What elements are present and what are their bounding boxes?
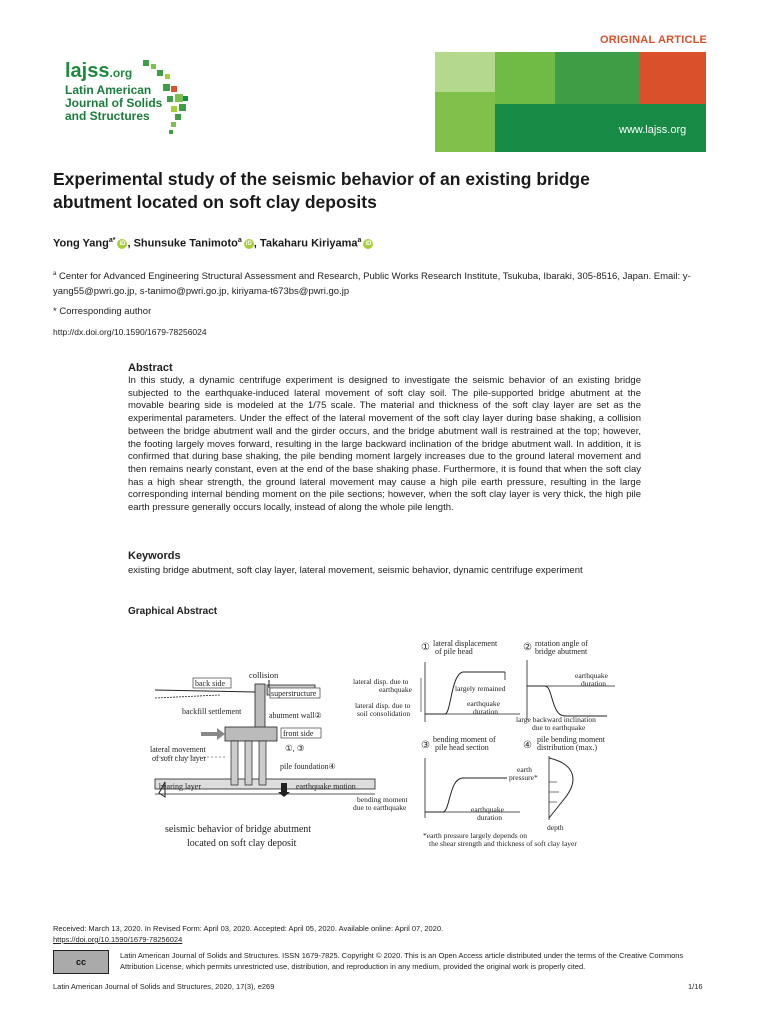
abutment-diagram (150, 670, 375, 849)
svg-text:earthquake: earthquake (379, 685, 412, 694)
svg-text:②: ② (523, 642, 532, 653)
author-list: Yong Yang$^{a*}$ iD , Shunsuke Tanimoto$^a$ iD , Takaharu Kiriyama$^a$ iD (53, 237, 372, 250)
label-collision: collision (249, 670, 279, 680)
website-link[interactable]: www.lajss.org (619, 124, 687, 136)
footer-citation: Latin American Journal of Solids and Structures, 2020, 17(3), e269 (53, 982, 275, 991)
graphical-abstract-figure (145, 632, 625, 854)
svg-text:③: ③ (421, 740, 430, 751)
abstract-text: In this study, a dynamic centrifuge experiment is designed to investigate the seismic behavior of an existing bridge subjected to the earthquake-induced lateral movement of soft clay soil. The pile-supported bridge abutment at the movable bearing side is modeled at the 1/75 scale. The material and thickness of the soft clay layer are set as the experimental parameters. Under the effect of the lateral movement of the soft clay layer during base shaking, a collision between the bridge abutment wall and the girder occurs, and the bridge abutment wall is restrained at the top; however, the footing largely moves forward, resulting in the large backward inclination of the bridge abutment wall. In addition, it is confirmed that during base shaking, the pile bending moment largely increases due to the ground lateral movement and then remains nearly constant, even at the end of the base shaking phase. Furthermore, it is found that when the soft clay has a high shear strength, the ground lateral movement may cause a high pile earth pressure, resulting in the large corresponding internal bending moment on the pile sections; however, when the soft clay layer is very thick, the high pile earth pressure generally occurs locally, instead of along the whole pile length. (128, 375, 641, 514)
panel-2-rotation-angle (516, 639, 615, 732)
abstract-heading: Abstract (128, 362, 173, 374)
journal-logo[interactable]: lajss.org Latin American Journal of Solids and Structures (65, 60, 163, 123)
label-abutment-wall: abutment wall② (269, 711, 322, 720)
author-name: Takaharu Kiriyama (259, 237, 358, 250)
label-front-side: front side (283, 729, 314, 738)
panel-1-lateral-displacement (353, 639, 520, 722)
label-lateral-movement: lateral movement (150, 745, 206, 754)
figure-caption-line1: seismic behavior of bridge abutment (165, 824, 312, 835)
svg-text:earth: earth (517, 765, 532, 774)
affiliation: $^a$ Center for Advanced Engineering Structural Assessment and Research, Public Works Research Institute, Tsukuba, Ibaraki, 305-8516, Japan. Email: y-yang55@pwri.go.jp, s-tanimo@pwri.go.jp, kiriyama-t673bs@pwri.go.jp (53, 271, 691, 298)
cc-by-license-icon[interactable]: cc (53, 950, 109, 974)
page-number: 1/16 (688, 982, 703, 991)
figure-caption-line2: located on soft clay deposit (187, 838, 297, 849)
label-earthquake-motion: earthquake motion (296, 782, 356, 791)
graphical-abstract-heading: Graphical Abstract (128, 606, 218, 617)
figure-footnote: *earth pressure largely depends on (423, 831, 527, 840)
svg-text:soil consolidation: soil consolidation (357, 709, 411, 718)
label-bearing-layer: bearing layer (159, 782, 201, 791)
doi-footer-link[interactable]: https://doi.org/10.1590/1679-78256024 (53, 935, 183, 944)
svg-text:due to earthquake: due to earthquake (532, 723, 586, 732)
svg-text:lateral disp. due to: lateral disp. due to (355, 701, 411, 710)
label-soft-clay: of soft clay layer (152, 754, 206, 763)
orcid-icon[interactable]: iD (119, 240, 126, 247)
svg-text:lateral disp. due to: lateral disp. due to (353, 677, 409, 686)
svg-text:pressure*: pressure* (509, 773, 538, 782)
svg-text:duration: duration (581, 679, 606, 688)
received-dates: Received: March 13, 2020. In Revised Form: April 03, 2020. Accepted: April 05, 2020. Available online: April 07, 2020. (53, 924, 444, 933)
svg-text:①: ① (421, 642, 430, 653)
svg-text:pile head section: pile head section (435, 743, 489, 752)
svg-text:earthquake: earthquake (575, 671, 608, 680)
label-one-three: ①, ③ (285, 743, 305, 753)
label-back-side: back side (195, 679, 225, 688)
latin-america-map-icon (135, 56, 205, 146)
doi-link[interactable]: http://dx.doi.org/10.1590/1679-78256024 (53, 327, 207, 337)
svg-text:large backward inclination: large backward inclination (516, 715, 596, 724)
panel-4-pile-moment-distribution (509, 735, 606, 832)
svg-text:rotation angle of: rotation angle of (535, 639, 588, 648)
svg-text:depth: depth (547, 823, 564, 832)
svg-text:of pile head: of pile head (435, 647, 473, 656)
article-type-label: ORIGINAL ARTICLE (600, 34, 708, 46)
label-pile-foundation: pile foundation④ (280, 762, 336, 771)
author-name: Yong Yang (53, 237, 109, 250)
svg-text:earthquake: earthquake (471, 805, 504, 814)
svg-text:bending moment: bending moment (357, 795, 408, 804)
paper-title: Experimental study of the seismic behavior of an existing bridge abutment located on soft clay deposits (53, 169, 590, 212)
label-backfill-settlement: backfill settlement (182, 707, 242, 716)
svg-text:distribution (max.): distribution (max.) (537, 743, 597, 752)
panel-3-bending-moment (353, 735, 520, 822)
keywords-heading: Keywords (128, 550, 181, 562)
orcid-icon[interactable]: iD (245, 240, 252, 247)
svg-text:largely remained: largely remained (455, 684, 506, 693)
svg-text:④: ④ (523, 740, 532, 751)
label-superstructure: superstructure (271, 689, 317, 698)
svg-text:duration: duration (473, 707, 498, 716)
author-name: Shunsuke Tanimoto (133, 237, 238, 250)
corresponding-author-note: * Corresponding author (53, 306, 152, 317)
svg-text:bending moment of: bending moment of (433, 735, 496, 744)
keywords-text: existing bridge abutment, soft clay layer, lateral movement, seismic behavior, dynamic centrifuge experiment (128, 565, 583, 576)
svg-text:bridge abutment: bridge abutment (535, 647, 588, 656)
orcid-icon[interactable]: iD (365, 240, 372, 247)
journal-banner (53, 52, 706, 152)
svg-text:due to earthquake: due to earthquake (353, 803, 407, 812)
figure-footnote: the shear strength and thickness of soft clay layer (429, 839, 577, 848)
svg-text:earthquake: earthquake (467, 699, 500, 708)
svg-text:duration: duration (477, 813, 502, 822)
license-text: Latin American Journal of Solids and Structures. ISSN 1679-7825. Copyright © 2020. This is an Open Access article distributed under the terms of the Creative Commons Attribution License, which permits unrestricted use, distribution, and reproduction in any medium, provided the original work is properly cited. (120, 951, 684, 971)
svg-text:lateral displacement: lateral displacement (433, 639, 498, 648)
svg-text:pile bending moment: pile bending moment (537, 735, 605, 744)
